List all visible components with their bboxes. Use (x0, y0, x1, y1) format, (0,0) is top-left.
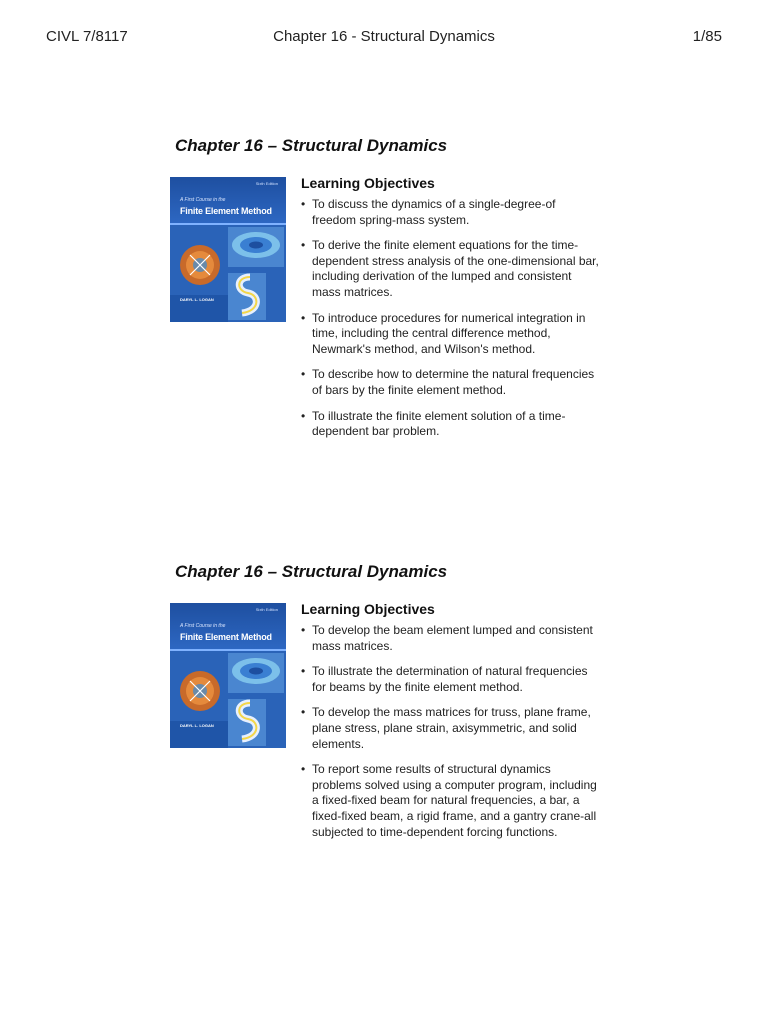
cover-subtitle: A First Course in the (180, 623, 226, 629)
objectives-list (301, 197, 601, 440)
list-item: • To report some results of structural dynamics problems solved using a computer program, including a fixed-fixed beam for natural frequencies, a bar, a fixed-fixed beam, a rigid frame, and a gantry crane-all subjected to time-dependent forcing functions. (301, 762, 597, 839)
list-item: • To introduce procedures for numerical integration in time, including the central difference method, Newmark's method, and Wilson's method. (301, 310, 586, 356)
cover-edition: Sixth Edition (255, 607, 278, 612)
cover-author: DARYL L. LOGAN (180, 723, 214, 728)
list-item: • To develop the mass matrices for truss, plane frame, plane stress, plane strain, axisymmetric, and solid elements. (301, 705, 591, 751)
slide-content (301, 175, 601, 450)
learning-objectives-heading: Learning Objectives (301, 175, 435, 191)
slide-2 (170, 562, 610, 839)
cover-subtitle: A First Course in the (180, 197, 226, 203)
fem-model-illustration (170, 651, 286, 748)
slide-title: Chapter 16 – Structural Dynamics (175, 136, 448, 155)
list-item: • To illustrate the determination of natural frequencies for beams by the finite element method. (301, 664, 588, 694)
list-item: • To describe how to determine the natural frequencies of bars by the finite element method. (301, 367, 595, 397)
header-course: CIVL 7/8117 (46, 28, 128, 45)
objectives-list (301, 623, 601, 840)
list-item: • To illustrate the finite element solution of a time-dependent bar problem. (301, 408, 566, 439)
cover-title: Finite Element Method (180, 206, 272, 216)
header-page-number: 1/85 (692, 28, 722, 45)
list-item: • To develop the beam element lumped and consistent mass matrices. (301, 623, 593, 653)
slide-title: Chapter 16 – Structural Dynamics (175, 562, 448, 581)
slide-1 (170, 136, 610, 439)
fem-model-illustration (170, 225, 286, 322)
list-item: • To discuss the dynamics of a single-degree-of freedom spring-mass system. (301, 197, 556, 227)
slide-content (301, 601, 601, 850)
book-cover-image (170, 603, 286, 748)
cover-edition: Sixth Edition (255, 181, 278, 186)
header-chapter-title: Chapter 16 - Structural Dynamics (273, 28, 495, 45)
list-item: • To derive the finite element equations for the time-dependent stress analysis of the one-dimensional bar, including derivation of the lumped and consistent mass matrices. (301, 238, 599, 299)
learning-objectives-heading: Learning Objectives (301, 601, 435, 617)
book-cover-image (170, 177, 286, 322)
cover-author: DARYL L. LOGAN (180, 297, 214, 302)
cover-title: Finite Element Method (180, 632, 272, 642)
